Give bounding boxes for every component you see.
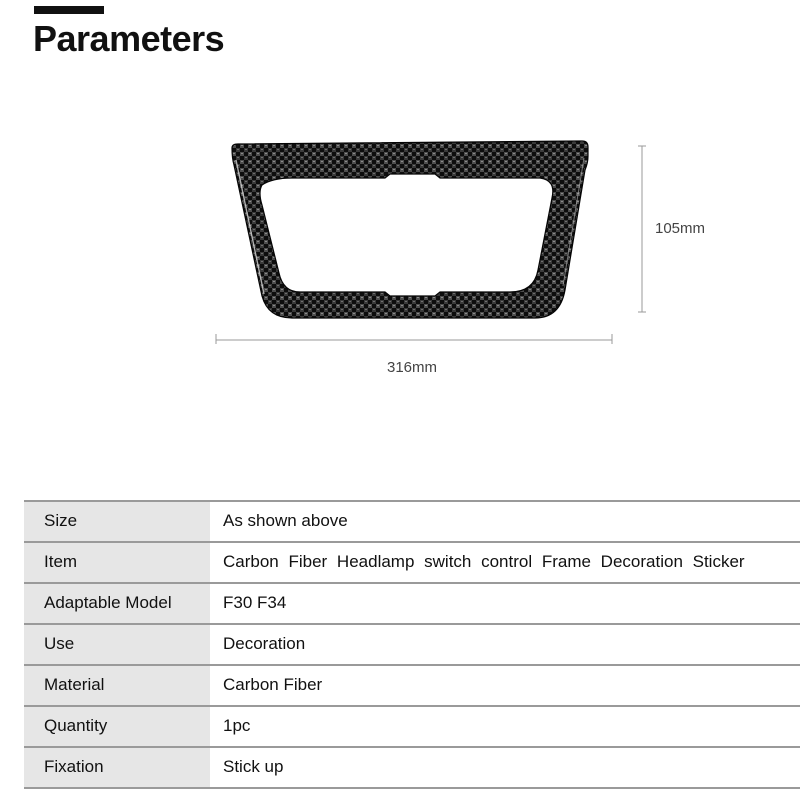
spec-row-adaptable-model (24, 584, 800, 625)
spec-label: Item (24, 543, 210, 582)
width-dimension-line (216, 334, 612, 344)
spec-value: Carbon Fiber (223, 675, 323, 694)
spec-label: Size (24, 502, 210, 541)
spec-row-item (24, 543, 800, 584)
spec-value: As shown above (223, 511, 348, 530)
spec-value: Decoration (223, 634, 306, 653)
height-dimension-line (638, 146, 646, 312)
spec-label: Adaptable Model (24, 584, 210, 623)
spec-value: Carbon Fiber Headlamp switch control Frame Decoration Sticker (223, 552, 745, 571)
spec-row-material (24, 666, 800, 707)
height-dimension-label: 105mm (655, 220, 706, 237)
spec-row-size (24, 502, 800, 543)
spec-label: Material (24, 666, 210, 705)
spec-label: Use (24, 625, 210, 664)
spec-row-quantity (24, 707, 800, 748)
spec-label: Fixation (24, 748, 210, 787)
spec-row-fixation (24, 748, 800, 789)
spec-value: F30 F34 (223, 593, 287, 612)
spec-label: Quantity (24, 707, 210, 746)
carbon-frame (232, 141, 588, 318)
page-title: Parameters (33, 18, 225, 59)
spec-row-use (24, 625, 800, 666)
spec-table (24, 500, 800, 789)
spec-value: 1pc (223, 716, 251, 735)
width-dimension-label: 316mm (387, 359, 438, 376)
spec-value: Stick up (223, 757, 284, 776)
